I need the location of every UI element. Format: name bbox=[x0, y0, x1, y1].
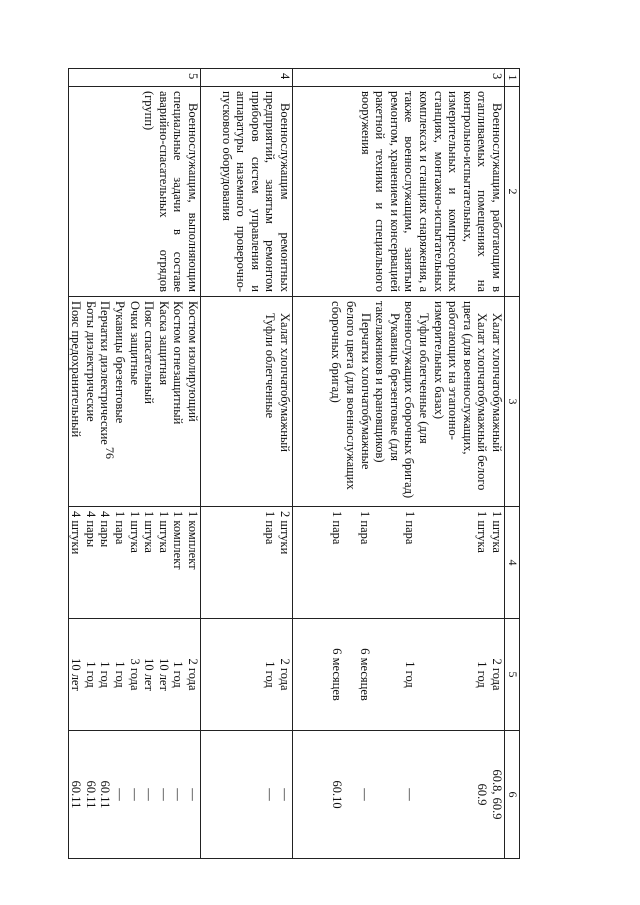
note-cell bbox=[293, 731, 505, 859]
item-period: 1 год bbox=[98, 661, 113, 688]
item-qty: 1 штука bbox=[156, 511, 171, 553]
item-qty: 4 штуки bbox=[69, 511, 84, 555]
items-cell bbox=[201, 297, 293, 507]
item-note: 60.11 bbox=[98, 780, 113, 809]
table-row bbox=[293, 69, 505, 859]
item-period: 1 год bbox=[402, 661, 417, 688]
header-cell: 1 bbox=[505, 69, 520, 87]
period-cell bbox=[293, 619, 505, 731]
page-number: 76 bbox=[103, 447, 117, 459]
items-cell bbox=[293, 297, 505, 507]
period-cell bbox=[201, 619, 293, 731]
item-note: — bbox=[186, 788, 200, 801]
item-name: Халат хлопчатобумажный bbox=[490, 313, 504, 452]
qty-cell bbox=[293, 507, 505, 619]
header-cell: 3 bbox=[505, 297, 520, 507]
item-name: Очки защитные bbox=[127, 301, 142, 386]
item-note: — bbox=[402, 788, 417, 801]
item-note: — bbox=[171, 788, 186, 801]
item-name: Каска защитная bbox=[156, 301, 171, 386]
item-qty: 1 штука bbox=[475, 511, 490, 553]
item-note: — bbox=[113, 788, 128, 801]
item-note: 60.9 bbox=[475, 783, 490, 806]
item-name: Халат хлопчатобумажный белого цвета (для военнослужащих, работающих на этапонно-измерительных базах) bbox=[431, 301, 490, 491]
header-cell: 5 bbox=[505, 619, 520, 731]
regulation-table bbox=[68, 68, 520, 859]
item-note: — bbox=[127, 788, 142, 801]
item-qty: 1 пара bbox=[358, 511, 373, 545]
header-row bbox=[505, 69, 520, 859]
period-cell bbox=[68, 619, 200, 731]
item-qty: 1 пара bbox=[113, 511, 128, 545]
item-note: — bbox=[156, 788, 171, 801]
items-cell bbox=[68, 297, 200, 507]
item-qty: 1 пара bbox=[402, 511, 417, 545]
item-note: — bbox=[278, 788, 292, 801]
item-period: 1 год bbox=[475, 661, 490, 688]
item-note: 60.10 bbox=[329, 780, 344, 809]
table-row bbox=[201, 69, 293, 859]
item-note: — bbox=[142, 788, 157, 801]
header-cell: 4 bbox=[505, 507, 520, 619]
item-qty: 4 пары bbox=[98, 511, 113, 548]
item-note: — bbox=[263, 788, 278, 801]
table-row bbox=[68, 69, 200, 859]
item-period: 10 лет bbox=[156, 658, 171, 691]
header-cell: 6 bbox=[505, 731, 520, 859]
item-name: Пояс предохранительный bbox=[69, 301, 84, 438]
row-number: 5 bbox=[68, 69, 200, 87]
qty-cell bbox=[68, 507, 200, 619]
item-period: 2 года bbox=[490, 658, 504, 691]
item-qty: 1 комплект bbox=[171, 511, 186, 570]
item-period: 2 года bbox=[278, 658, 292, 691]
item-name: Боты диэлектрические bbox=[83, 301, 98, 422]
item-qty: 1 штука bbox=[142, 511, 157, 553]
note-cell bbox=[68, 731, 200, 859]
item-name: Костюм огнезащитный bbox=[171, 301, 186, 425]
item-name: Туфли облегченные (для военнослужащих сборочных бригад) bbox=[402, 301, 432, 499]
item-period: 3 года bbox=[127, 658, 142, 691]
item-note: 60.11 bbox=[69, 780, 84, 809]
header-cell: 2 bbox=[505, 87, 520, 297]
item-note: 60.11 bbox=[83, 780, 98, 809]
item-name: Рукавицы брезентовые (для такелажников и крановщиков) bbox=[373, 301, 402, 463]
item-period: 1 год bbox=[263, 661, 278, 688]
item-period: 2 года bbox=[186, 658, 200, 691]
item-qty: 4 пары bbox=[83, 511, 98, 548]
item-qty: 1 штука bbox=[127, 511, 142, 553]
item-period: 1 год bbox=[171, 661, 186, 688]
item-period: 1 год bbox=[83, 661, 98, 688]
item-qty: 1 комплект bbox=[186, 511, 200, 570]
row-category: Военнослужащим, выполняющим специальные задачи в составе аварийно-спасательных отрядов (групп) bbox=[68, 87, 200, 297]
item-qty: 2 штуки bbox=[278, 511, 292, 555]
item-name: Халат хлопчатобумажный bbox=[278, 313, 292, 452]
item-name: Костюм изолирующий bbox=[186, 301, 200, 422]
item-qty: 1 пара bbox=[329, 511, 344, 545]
item-qty: 1 пара bbox=[263, 511, 278, 545]
item-qty: 1 штука bbox=[490, 511, 504, 553]
row-category: Военнослужащим ремонтных предприятий, занятым ремонтом приборов систем управления и аппаратуры наземного проверочно-пускового оборудования bbox=[201, 87, 293, 297]
item-name: Пояс спасательный bbox=[142, 301, 157, 404]
row-number: 3 bbox=[293, 69, 505, 87]
item-name: Перчатки диэлектрические bbox=[98, 301, 113, 445]
row-number: 4 bbox=[201, 69, 293, 87]
item-period: 10 лет bbox=[142, 658, 157, 691]
item-name: Перчатки хлопчатобумажные белого цвета (для военнослужащих сборочных бригад) bbox=[329, 301, 373, 490]
item-name: Туфли облегченные bbox=[263, 313, 278, 419]
row-category: Военнослужащим, работающим в отапливаемых помещениях на контрольно-испытательных, измерительных и компрессорных станциях, монтажно-испытательных комплексах и станциях снаряжения, а также военнослужащим, занятым ремонтом, хранением и консервацией ракетной техники и специального вооружения bbox=[293, 87, 505, 297]
item-period: 6 месяцев bbox=[358, 648, 373, 701]
qty-cell bbox=[201, 507, 293, 619]
item-name: Рукавицы брезентовые bbox=[113, 301, 128, 424]
item-period: 6 месяцев bbox=[329, 648, 344, 701]
item-period: 1 год bbox=[113, 661, 128, 688]
item-note: — bbox=[358, 788, 373, 801]
note-cell bbox=[201, 731, 293, 859]
item-period: 10 лет bbox=[69, 658, 84, 691]
item-note: 60.8, 60.9 bbox=[490, 769, 504, 820]
